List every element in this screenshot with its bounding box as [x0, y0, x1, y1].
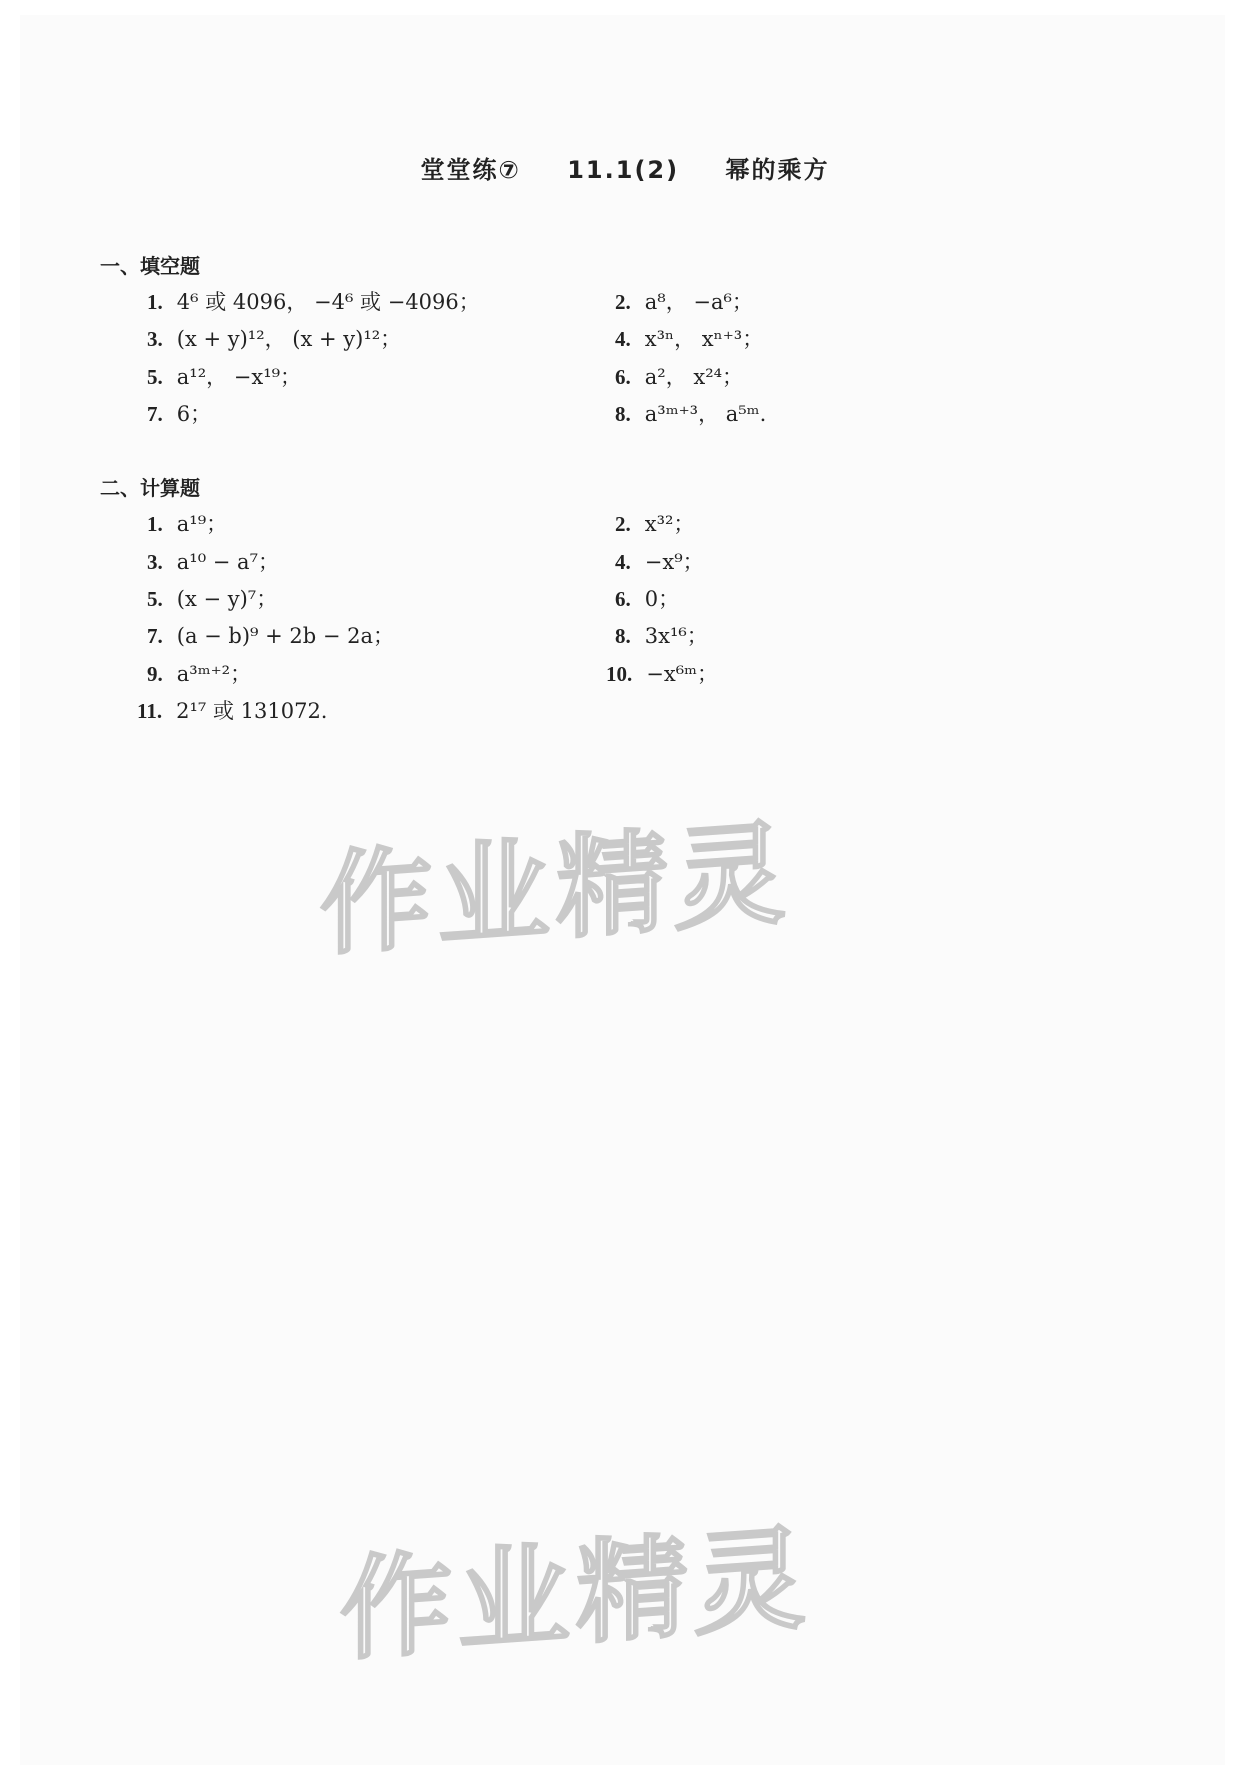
- page-title: [0, 150, 1250, 185]
- title-section-number: 11.1(2): [567, 156, 680, 184]
- item-number: 1.: [147, 512, 163, 536]
- item-number: 2.: [615, 290, 631, 314]
- item-answer: 4⁶ 或 4096， −4⁶ 或 −4096；: [176, 290, 480, 314]
- item-answer: a¹⁹；: [176, 512, 228, 536]
- item-number: 6.: [615, 365, 631, 389]
- section-heading-calculation: 二、计算题: [100, 476, 200, 500]
- answer-item: [147, 546, 279, 576]
- item-number: 2.: [615, 512, 631, 536]
- item-answer: x³²；: [644, 512, 695, 536]
- item-answer: a³ᵐ⁺³， a⁵ᵐ.: [644, 402, 767, 426]
- item-number: 9.: [147, 662, 163, 686]
- item-answer: (x + y)¹²， (x + y)¹²；: [176, 327, 402, 351]
- item-answer: a³ᵐ⁺²；: [176, 662, 252, 686]
- item-answer: (a − b)⁹ + 2b − 2a；: [176, 624, 395, 648]
- item-number: 1.: [147, 290, 163, 314]
- answer-item: [615, 546, 704, 576]
- answer-item: [606, 658, 718, 688]
- item-number: 8.: [615, 402, 631, 426]
- answer-item: [147, 286, 480, 316]
- item-number: 3.: [147, 550, 163, 574]
- answer-item: [147, 620, 394, 650]
- item-number: 11.: [137, 699, 163, 723]
- item-answer: a⁸， −a⁶；: [644, 290, 753, 314]
- item-number: 4.: [615, 550, 631, 574]
- item-answer: −x⁶ᵐ；: [646, 662, 718, 686]
- watermark-text: 作业精灵: [320, 808, 792, 972]
- title-label: 堂堂练⑦: [420, 156, 521, 184]
- answer-item: [615, 286, 753, 316]
- item-number: 5.: [147, 587, 163, 611]
- answer-item: [615, 398, 766, 428]
- item-number: 7.: [147, 624, 163, 648]
- item-number: 10.: [606, 662, 633, 686]
- item-number: 7.: [147, 402, 163, 426]
- item-number: 3.: [147, 327, 163, 351]
- item-answer: −x⁹；: [644, 550, 704, 574]
- answer-item: [615, 620, 708, 650]
- item-answer: a¹⁰ − a⁷；: [176, 550, 279, 574]
- item-answer: 0；: [644, 587, 680, 611]
- item-answer: (x − y)⁷；: [176, 587, 278, 611]
- answer-item: [147, 398, 211, 428]
- item-number: 5.: [147, 365, 163, 389]
- answer-item: [147, 508, 227, 538]
- item-answer: 2¹⁷ 或 131072.: [176, 699, 328, 723]
- section-heading-fill-blank: 一、填空题: [100, 254, 200, 278]
- answer-item: [147, 583, 277, 613]
- answer-item: [615, 583, 679, 613]
- watermark-text: 作业精灵: [340, 1513, 812, 1677]
- item-answer: 6；: [176, 402, 212, 426]
- answer-item: [615, 323, 763, 353]
- item-number: 8.: [615, 624, 631, 648]
- title-topic: 幂的乘方: [725, 156, 830, 184]
- item-answer: a²， x²⁴；: [644, 365, 744, 389]
- answer-item: [615, 361, 743, 391]
- answer-item: [147, 361, 301, 391]
- answer-item: [147, 658, 251, 688]
- item-number: 4.: [615, 327, 631, 351]
- answer-item: [147, 323, 401, 353]
- item-answer: x³ⁿ， xⁿ⁺³；: [644, 327, 764, 351]
- answer-item: [615, 508, 694, 538]
- item-number: 6.: [615, 587, 631, 611]
- item-answer: a¹²， −x¹⁹；: [176, 365, 302, 389]
- item-answer: 3x¹⁶；: [644, 624, 708, 648]
- answer-item: [137, 695, 327, 725]
